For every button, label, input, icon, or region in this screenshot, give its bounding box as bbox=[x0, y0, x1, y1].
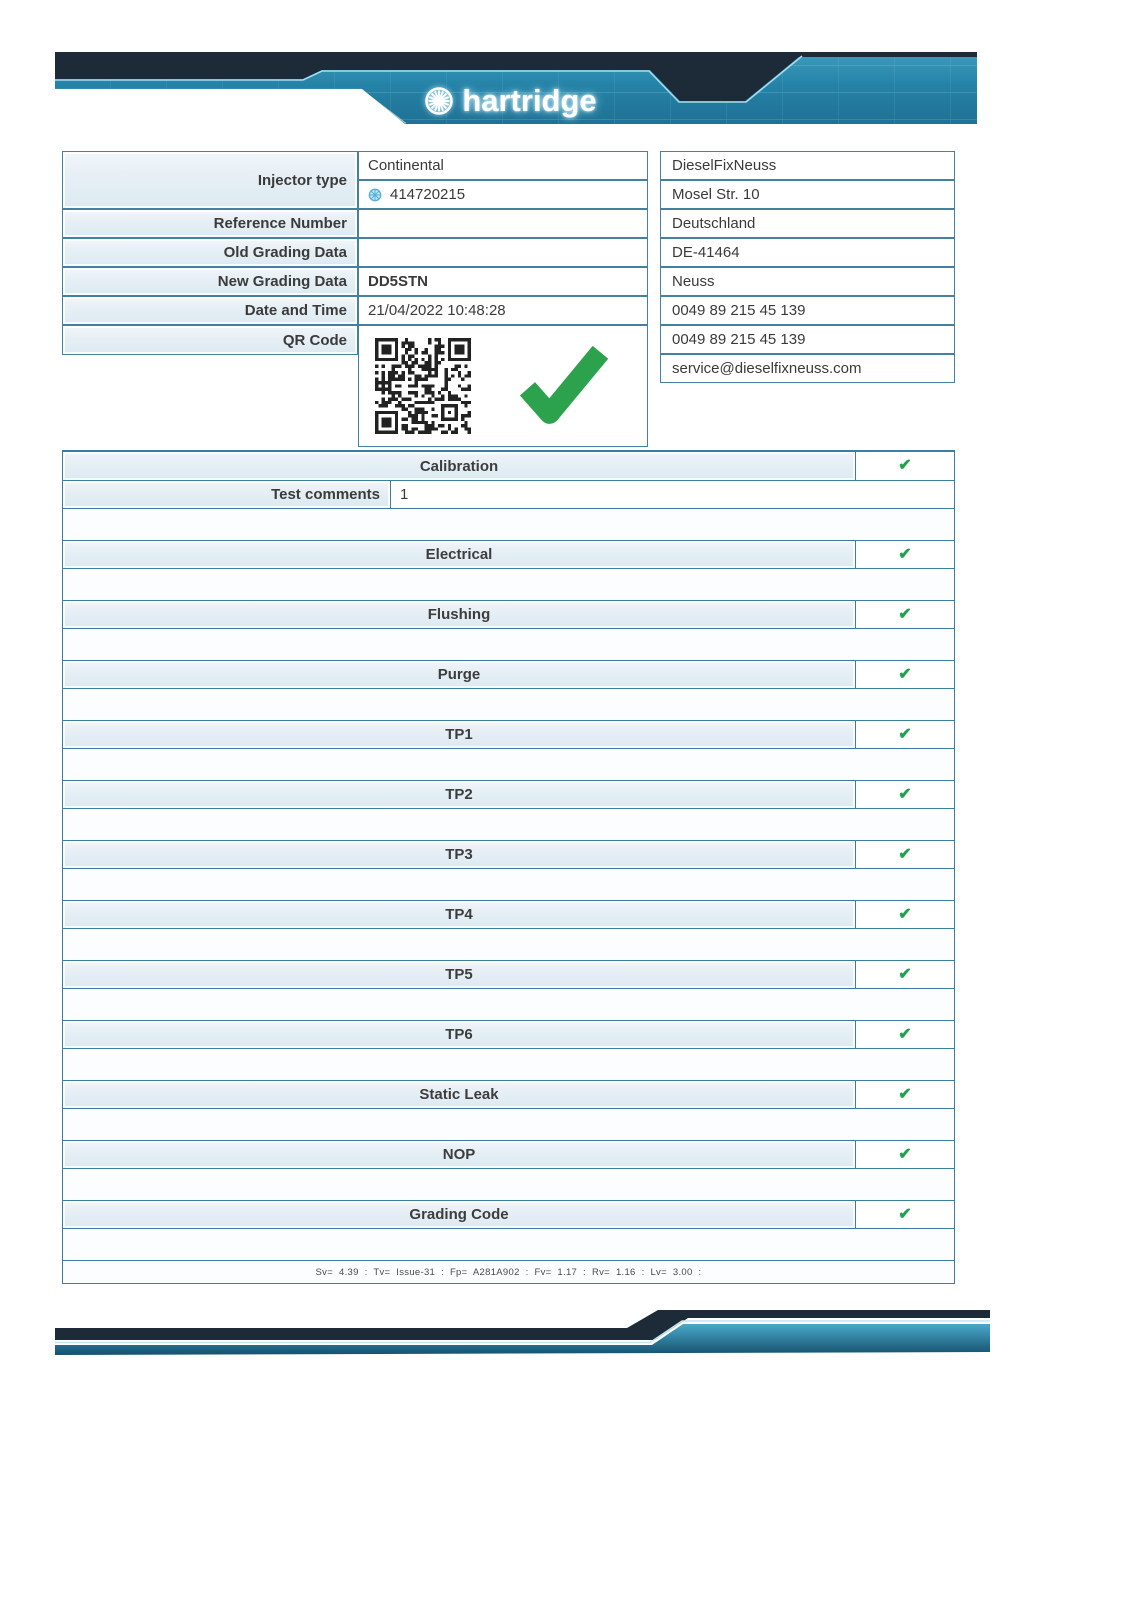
spacer-row bbox=[63, 629, 954, 660]
spacer-row bbox=[63, 1229, 954, 1260]
datetime-value: 21/04/2022 10:48:28 bbox=[358, 296, 648, 325]
spacer-row bbox=[63, 809, 954, 840]
pass-check-icon: ✔ bbox=[898, 1205, 912, 1223]
section-static-leak bbox=[63, 1080, 954, 1109]
spacer-row bbox=[63, 749, 954, 780]
spacer-row bbox=[63, 869, 954, 900]
workshop-info-table bbox=[660, 151, 955, 383]
spacer-row bbox=[63, 689, 954, 720]
injector-info-table bbox=[62, 151, 648, 447]
workshop-fax: 0049 89 215 45 139 bbox=[660, 325, 955, 354]
pass-check-icon: ✔ bbox=[898, 1085, 912, 1103]
pass-check-icon: ✔ bbox=[898, 965, 912, 983]
workshop-street: Mosel Str. 10 bbox=[660, 180, 955, 209]
section-label: Calibration bbox=[63, 452, 856, 480]
brand-logo-text: hartridge bbox=[462, 83, 597, 118]
section-calibration bbox=[63, 452, 954, 481]
section-flushing bbox=[63, 600, 954, 629]
qr-code bbox=[375, 338, 471, 434]
new-grading-value: DD5STN bbox=[358, 267, 648, 296]
old-grading-label: Old Grading Data bbox=[62, 238, 358, 267]
spacer-row bbox=[63, 989, 954, 1020]
section-label: TP2 bbox=[63, 781, 856, 808]
old-grading-value bbox=[358, 238, 648, 267]
qr-code-label: QR Code bbox=[62, 325, 358, 355]
section-electrical bbox=[63, 540, 954, 569]
test-comments-value: 1 bbox=[391, 481, 954, 508]
injector-type-value: Continental bbox=[358, 151, 648, 180]
section-tp4 bbox=[63, 900, 954, 929]
pass-check-icon: ✔ bbox=[898, 545, 912, 563]
wheel-icon-blue bbox=[368, 188, 382, 202]
pass-check-icon: ✔ bbox=[898, 785, 912, 803]
section-grading-code bbox=[63, 1200, 954, 1229]
section-label: Electrical bbox=[63, 541, 856, 568]
section-label: TP5 bbox=[63, 961, 856, 988]
test-comments-row bbox=[63, 481, 954, 509]
qr-code-cell bbox=[358, 325, 648, 447]
pass-check-icon: ✔ bbox=[898, 905, 912, 923]
section-tp1 bbox=[63, 720, 954, 749]
workshop-email: service@dieselfixneuss.com bbox=[660, 354, 955, 383]
section-tp6 bbox=[63, 1020, 954, 1049]
section-label: TP6 bbox=[63, 1021, 856, 1048]
section-label: TP1 bbox=[63, 721, 856, 748]
injector-serial: 414720215 bbox=[390, 186, 466, 203]
spacer-row bbox=[63, 569, 954, 600]
pass-check-icon: ✔ bbox=[898, 845, 912, 863]
brand-logo bbox=[330, 80, 690, 122]
section-tp3 bbox=[63, 840, 954, 869]
test-results-table bbox=[62, 450, 955, 1284]
workshop-name: DieselFixNeuss bbox=[660, 151, 955, 180]
pass-check-icon: ✔ bbox=[898, 665, 912, 683]
section-tp2 bbox=[63, 780, 954, 809]
section-purge bbox=[63, 660, 954, 689]
workshop-city: Neuss bbox=[660, 267, 955, 296]
section-label: Static Leak bbox=[63, 1081, 856, 1108]
footer-banner-graphic bbox=[55, 1308, 1065, 1360]
section-label: Purge bbox=[63, 661, 856, 688]
datetime-label: Date and Time bbox=[62, 296, 358, 325]
pass-check-icon: ✔ bbox=[898, 1025, 912, 1043]
pass-check-icon: ✔ bbox=[898, 457, 912, 474]
reference-number-value bbox=[358, 209, 648, 238]
workshop-country: Deutschland bbox=[660, 209, 955, 238]
workshop-phone: 0049 89 215 45 139 bbox=[660, 296, 955, 325]
spacer-row bbox=[63, 509, 954, 540]
section-label: TP4 bbox=[63, 901, 856, 928]
test-comments-label: Test comments bbox=[63, 481, 391, 508]
version-status-line: Sv= 4.39 : Tv= Issue-31 : Fp= A281A902 : Fv= 1.17 : Rv= 1.16 : Lv= 3.00 : bbox=[63, 1260, 954, 1283]
spacer-row bbox=[63, 1049, 954, 1080]
section-nop bbox=[63, 1140, 954, 1169]
section-label: NOP bbox=[63, 1141, 856, 1168]
pass-check-icon: ✔ bbox=[898, 1145, 912, 1163]
injector-type-label: Injector type bbox=[62, 151, 358, 209]
workshop-postcode: DE-41464 bbox=[660, 238, 955, 267]
reference-number-label: Reference Number bbox=[62, 209, 358, 238]
section-label: Grading Code bbox=[63, 1201, 856, 1228]
section-tp5 bbox=[63, 960, 954, 989]
spacer-row bbox=[63, 1109, 954, 1140]
new-grading-label: New Grading Data bbox=[62, 267, 358, 296]
section-label: TP3 bbox=[63, 841, 856, 868]
section-label: Flushing bbox=[63, 601, 856, 628]
pass-check-icon: ✔ bbox=[898, 725, 912, 743]
pass-check-large-icon bbox=[515, 340, 611, 428]
pass-check-icon: ✔ bbox=[898, 605, 912, 623]
wheel-icon bbox=[423, 85, 455, 117]
spacer-row bbox=[63, 1169, 954, 1200]
injector-serial-row bbox=[358, 180, 648, 209]
spacer-row bbox=[63, 929, 954, 960]
